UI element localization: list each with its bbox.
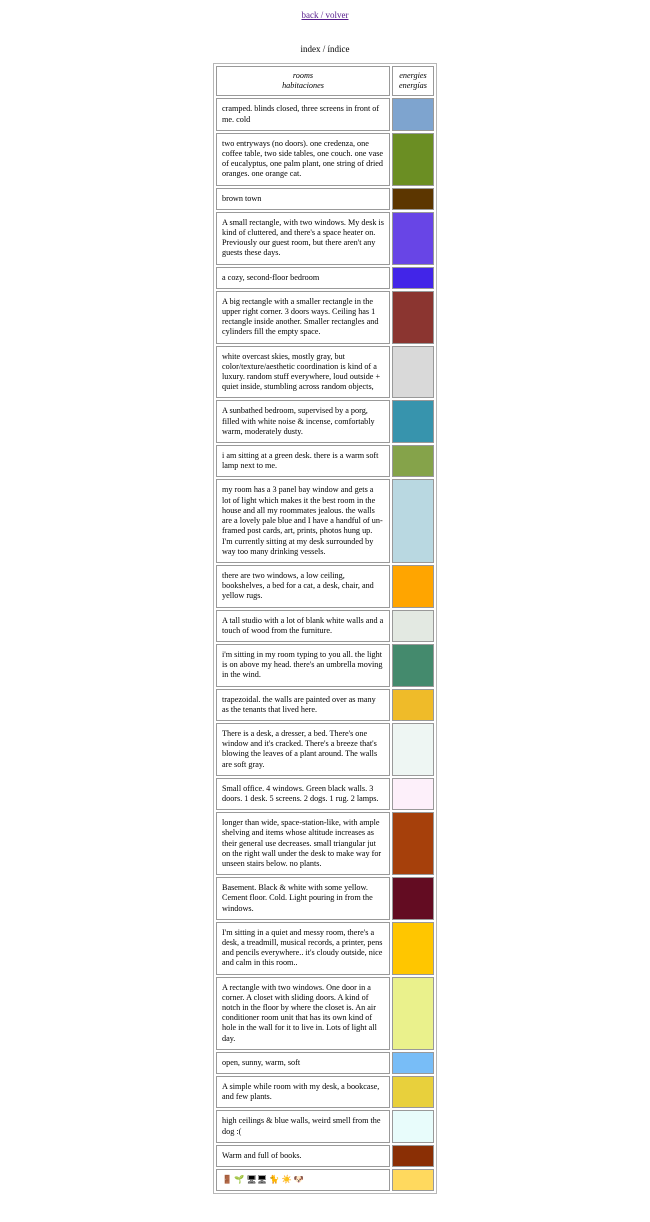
room-description: A simple while room with my desk, a bookcase, and few plants.: [216, 1076, 390, 1108]
room-description: trapezoidal. the walls are painted over as many as the tenants that lived here.: [216, 689, 390, 721]
energy-color-swatch: [392, 1169, 434, 1191]
table-row: [216, 877, 434, 920]
room-description: high ceilings & blue walls, weird smell from the dog :(: [216, 1110, 390, 1142]
table-row: [216, 267, 434, 289]
room-description: brown town: [216, 188, 390, 210]
room-description: open, sunny, warm, soft: [216, 1052, 390, 1074]
energy-color-swatch: [392, 267, 434, 289]
energy-color-swatch: [392, 1110, 434, 1142]
table-header-row: [216, 66, 434, 96]
energy-color-swatch: [392, 1076, 434, 1108]
header-energies-es: energías: [399, 81, 427, 91]
table-row: [216, 812, 434, 875]
room-description: i'm sitting in my room typing to you all. the light is on above my head. there's an umbrella moving in the wind.: [216, 644, 390, 687]
energy-color-swatch: [392, 212, 434, 265]
energy-color-swatch: [392, 188, 434, 210]
table-row: [216, 1169, 434, 1191]
room-description: A tall studio with a lot of blank white walls and a touch of wood from the furniture.: [216, 610, 390, 642]
back-link[interactable]: back / volver: [301, 10, 349, 20]
energy-color-swatch: [392, 977, 434, 1050]
room-description: longer than wide, space-station-like, with ample shelving and items whose altitude increases as their general use decreases. small triangular jut on the right wall under the desk to make way for unseen stairs below. no plants.: [216, 812, 390, 875]
energy-color-swatch: [392, 133, 434, 186]
table-row: [216, 1145, 434, 1167]
table-row: [216, 291, 434, 344]
room-description: 🚪 🌱 🖥🖥 🐈 ☀️ 🐶: [216, 1169, 390, 1191]
energy-color-swatch: [392, 1145, 434, 1167]
table-row: [216, 977, 434, 1050]
energy-color-swatch: [392, 922, 434, 975]
energy-color-swatch: [392, 812, 434, 875]
energy-color-swatch: [392, 346, 434, 399]
table-row: [216, 689, 434, 721]
room-description: two entryways (no doors). one credenza, one coffee table, two side tables, one couch. one vase of eucalyptus, one palm plant, one string of dried oranges. one orange cat.: [216, 133, 390, 186]
table-row: [216, 133, 434, 186]
room-description: A rectangle with two windows. One door in a corner. A closet with sliding doors. A kind of notch in the floor by where the closet is. An air conditioner room unit that has its own kind of hole in the wall for it to live in. Lots of light all day.: [216, 977, 390, 1050]
table-row: [216, 610, 434, 642]
table-row: [216, 188, 434, 210]
header-rooms-es: habitaciones: [282, 81, 324, 91]
room-description: white overcast skies, mostly gray, but color/texture/aesthetic coordination is kind of a luxury. random stuff everywhere, loud outside + quiet inside, stumbling across random objects,: [216, 346, 390, 399]
room-description: I'm sitting in a quiet and messy room, there's a desk, a treadmill, musical records, a printer, pens and pencils everywhere.. it's cloudy outside, nice and calm in this room..: [216, 922, 390, 975]
table-row: [216, 1110, 434, 1142]
energy-color-swatch: [392, 877, 434, 920]
table-row: [216, 723, 434, 776]
table-row: [216, 565, 434, 608]
room-description: A small rectangle, with two windows. My desk is kind of cluttered, and there's a space heater on. Previously our guest room, but there aren't any guests these days.: [216, 212, 390, 265]
table-row: [216, 922, 434, 975]
room-description: A sunbathed bedroom, supervised by a porg, filled with white noise & incense, comfortably warm, moderately dusty.: [216, 400, 390, 443]
table-row: [216, 778, 434, 810]
header-rooms: [216, 66, 390, 96]
room-description: my room has a 3 panel bay window and gets a lot of light which makes it the best room in the house and all my roommates jealous. the walls are a lovely pale blue and I have a handful of un-framed post cards, art, prints, photos hung up. I'm currently sitting at my desk surrounded by way too many drinking vessels.: [216, 479, 390, 562]
room-description: Small office. 4 windows. Green black walls. 3 doors. 1 desk. 5 screens. 2 dogs. 1 rug. 2 lamps.: [216, 778, 390, 810]
energy-color-swatch: [392, 1052, 434, 1074]
room-description: there are two windows, a low ceiling, bookshelves, a bed for a cat, a desk, chair, and yellow rugs.: [216, 565, 390, 608]
energy-color-swatch: [392, 479, 434, 562]
room-description: a cozy, second-floor bedroom: [216, 267, 390, 289]
table-row: [216, 212, 434, 265]
energy-color-swatch: [392, 400, 434, 443]
energy-color-swatch: [392, 98, 434, 130]
table-row: [216, 346, 434, 399]
energy-color-swatch: [392, 723, 434, 776]
room-description: Basement. Black & white with some yellow. Cement floor. Cold. Light pouring in from the windows.: [216, 877, 390, 920]
room-description: There is a desk, a dresser, a bed. There's one window and it's cracked. There's a breeze that's blowing the leaves of a plant around. The walls are soft gray.: [216, 723, 390, 776]
header-energies: [392, 66, 434, 96]
rooms-table: [213, 63, 437, 1194]
energy-color-swatch: [392, 689, 434, 721]
header-rooms-en: rooms: [292, 71, 314, 80]
room-description: A big rectangle with a smaller rectangle in the upper right corner. 3 doors ways. Ceiling has 1 rectangle inside another. Smaller rectangles and cylinders fill the empty space.: [216, 291, 390, 344]
table-row: [216, 445, 434, 477]
energy-color-swatch: [392, 291, 434, 344]
table-row: [216, 1076, 434, 1108]
table-row: [216, 400, 434, 443]
back-link-container: [0, 9, 650, 21]
table-row: [216, 98, 434, 130]
energy-color-swatch: [392, 610, 434, 642]
room-description: cramped. blinds closed, three screens in front of me. cold: [216, 98, 390, 130]
energy-color-swatch: [392, 565, 434, 608]
energy-color-swatch: [392, 445, 434, 477]
table-body: [216, 98, 434, 1191]
table-row: [216, 479, 434, 562]
room-description: Warm and full of books.: [216, 1145, 390, 1167]
table-row: [216, 644, 434, 687]
energy-color-swatch: [392, 644, 434, 687]
page-title: index / índice: [300, 44, 350, 54]
header-energies-en: energies: [399, 71, 427, 80]
table-row: [216, 1052, 434, 1074]
energy-color-swatch: [392, 778, 434, 810]
room-description: i am sitting at a green desk. there is a warm soft lamp next to me.: [216, 445, 390, 477]
